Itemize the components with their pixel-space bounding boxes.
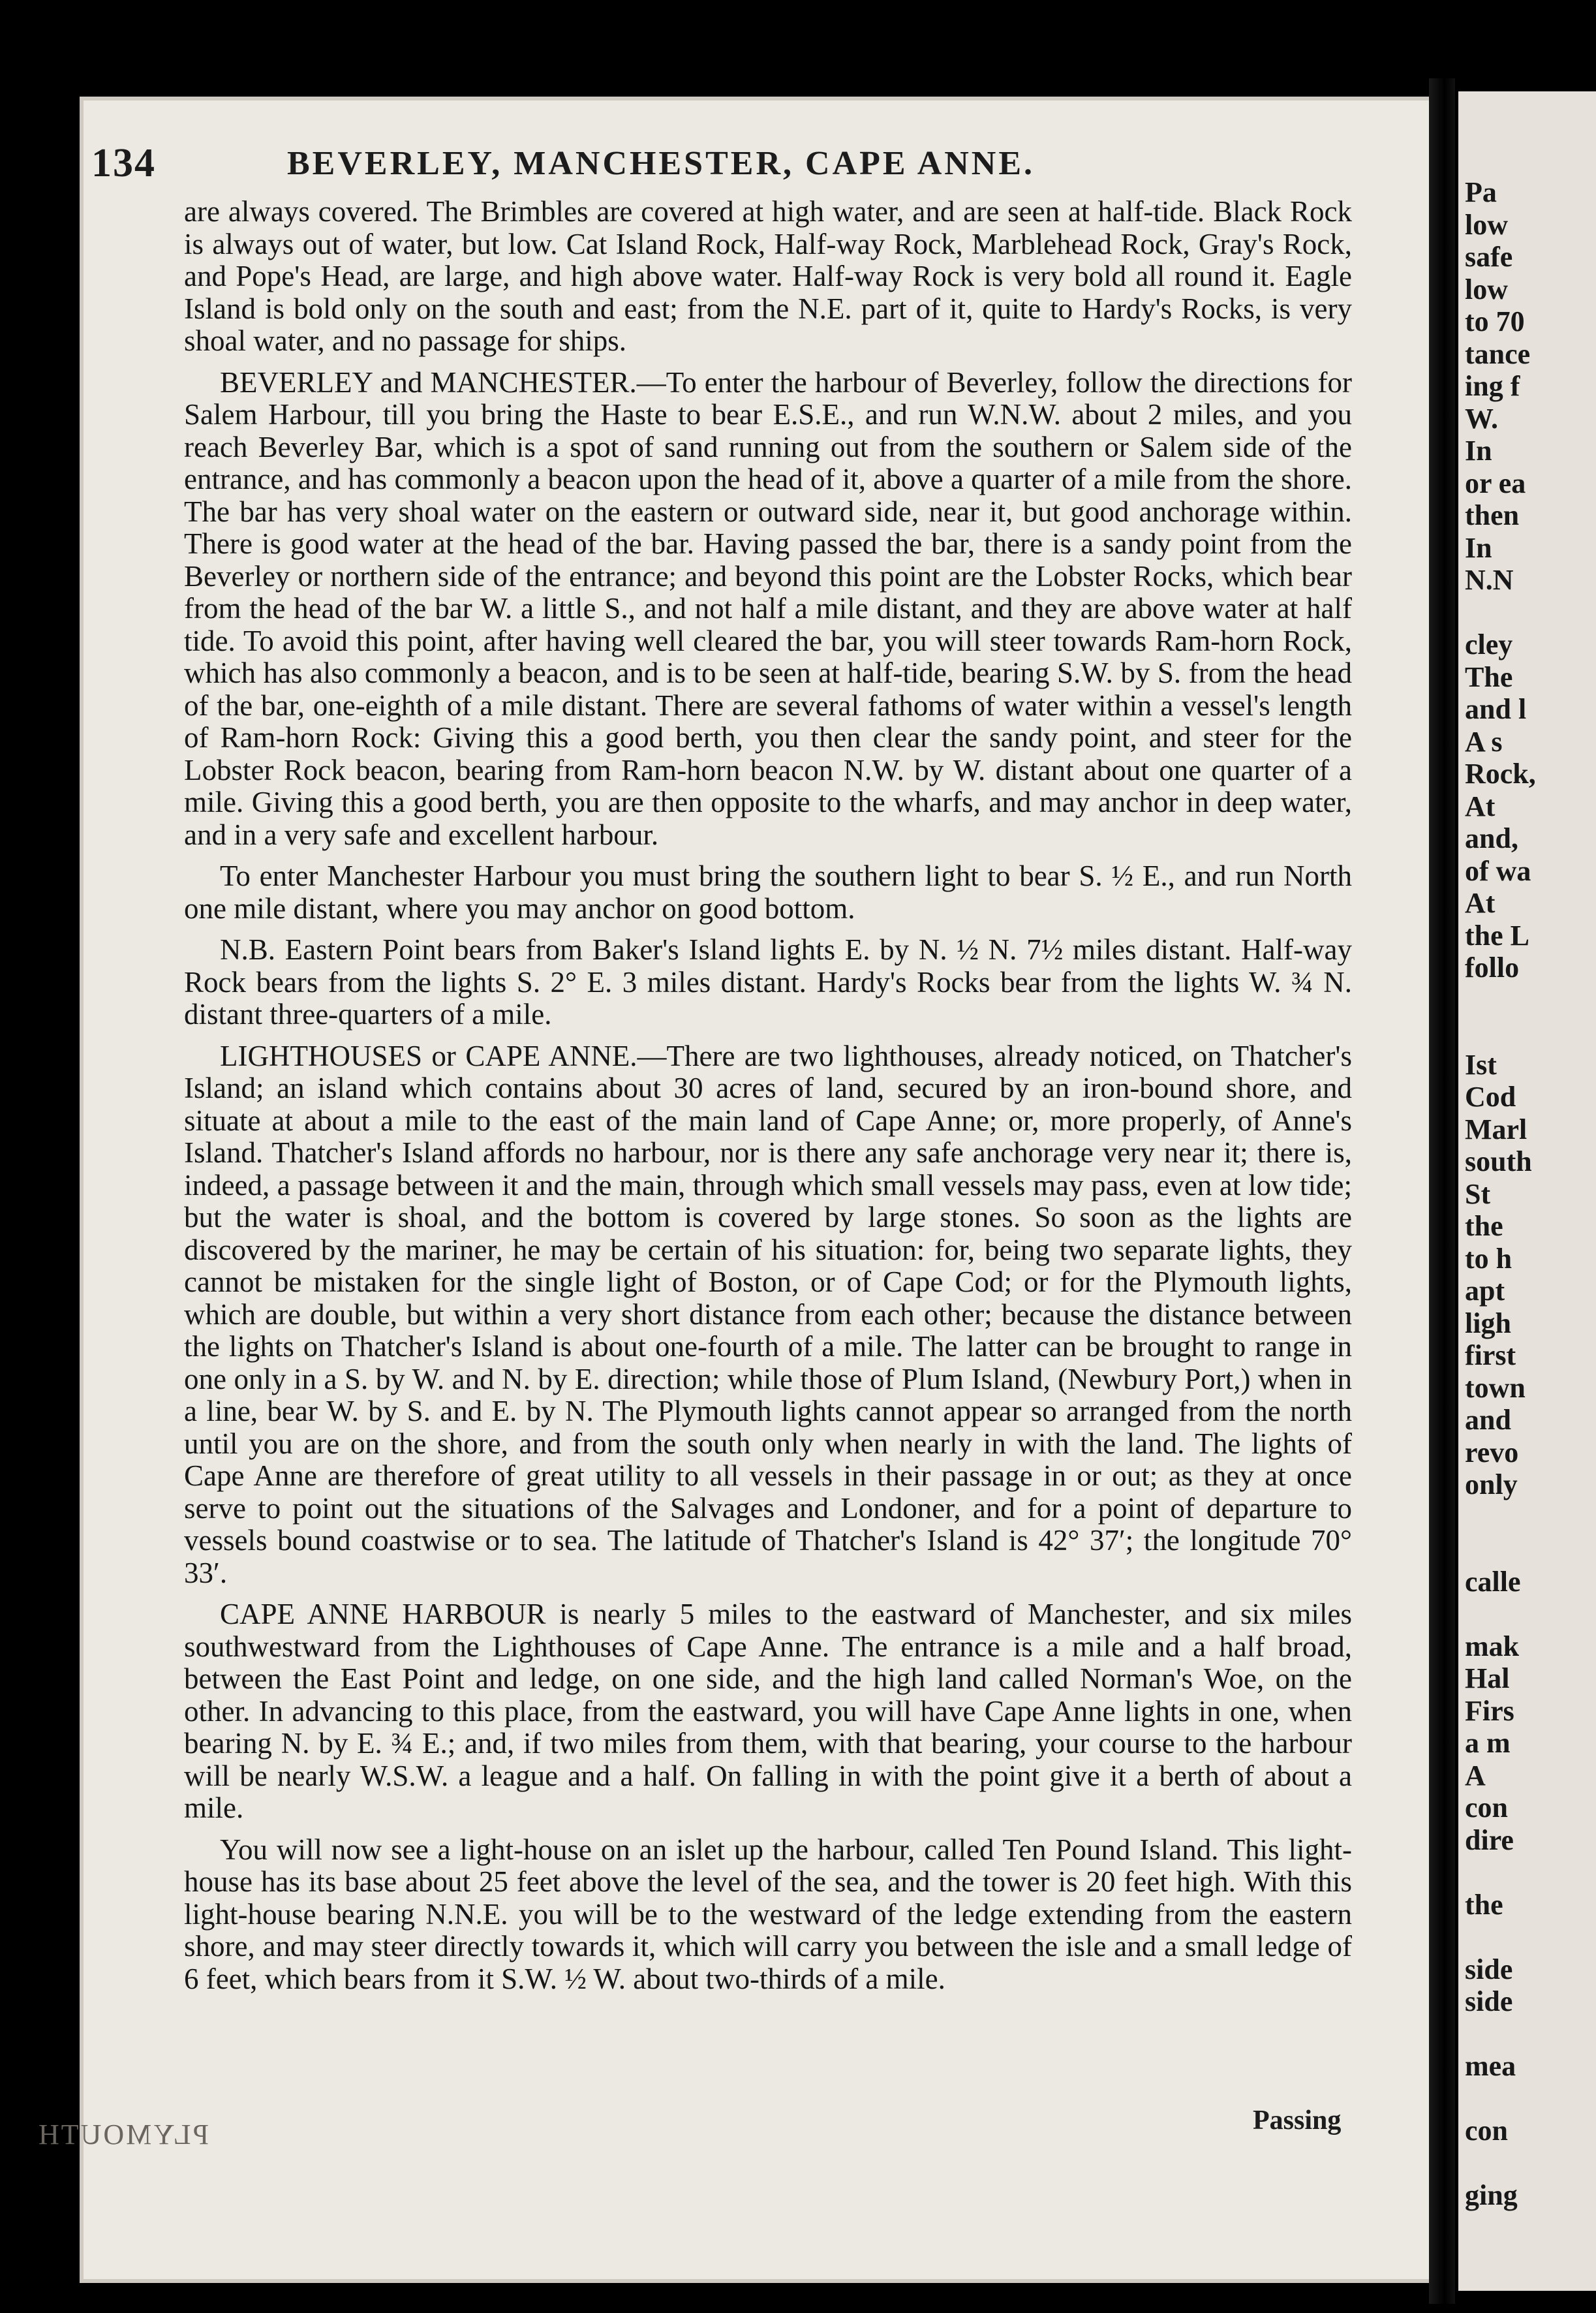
page-gutter: [1429, 78, 1455, 2304]
paragraph-rocks: are always covered. The Brimbles are covered at high water, and are seen at half-tide. Black Rock is always out of water, but low. Cat Island Rock, Half-way Rock, Marblehead Rock, Gray's Rock, and Pope's Head, are large, and high above water. Half-way Rock is very bold all round it. Eagle Island is bold only on the south and east; from the N.E. part of it, quite to Hardy's Rocks, is very shoal water, and no passage for ships.: [184, 195, 1352, 357]
paragraph-manchester-harbour: To enter Manchester Harbour you must bring the southern light to bear S. ½ E., and run North one mile distant, where you may anchor on good bottom.: [184, 860, 1352, 925]
catchword: Passing: [1253, 2105, 1342, 2135]
paragraph-lighthouses-cape-anne: LIGHTHOUSES or CAPE ANNE.—There are two lighthouses, already noticed, on Thatcher's Island; an island which contains about 30 acres of land, secured by an iron-bound shore, and situate at about a mile to the east of the main land of Cape Anne; or, more properly, of Anne's Island. Thatcher's Island affords no harbour, nor is there any safe anchorage very near it; there is, indeed, a passage between it and the main, through which small vessels may pass, even at low tide; but the water is shoal, and the bottom is covered by large stones. So soon as the lights are discovered by the mariner, he may be certain of his situation: for, being two separate lights, they cannot be mistaken for the single light of Boston, or of Cape Cod; or for the Plymouth lights, which are double, but within a very short distance from each other; because the distance between the lights on Thatcher's Island is about one-fourth of a mile. The latter can be brought to range in one only in a S. by W. and N. by E. direction; while those of Plum Island, (Newbury Port,) when in a line, bear W. by S. and E. by N. The Plymouth lights cannot appear so arranged from the north until you are on the shore, and from the south only when nearly in with the land. The lights of Cape Anne are therefore of great utility to all vessels in their passage in or out; as they at once serve to point out the situations of the Salvages and Londoner, and for a point of departure to vessels bound coastwise or to sea. The latitude of Thatcher's Island is 42° 37′; the longitude 70° 33′.: [184, 1039, 1352, 1589]
paragraph-ten-pound-island: You will now see a light-house on an islet up the harbour, called Ten Pound Island. This light-house has its base about 25 feet above the level of the sea, and the tower is 20 feet high. With this light-house bearing N.N.E. you will be to the westward of the ledge extending from the eastern shore, and may steer directly towards it, which will carry you between the isle and a small ledge of 6 feet, which bears from it S.W. ½ W. about two-thirds of a mile.: [184, 1833, 1352, 1995]
paragraph-beverley-manchester: BEVERLEY and MANCHESTER.—To enter the harbour of Beverley, follow the directions for Salem Harbour, till you bring the Haste to bear E.S.E., and run W.N.W. about 2 miles, and you reach Beverley Bar, which is a spot of sand running out from the southern or Salem side of the entrance, and has commonly a beacon upon the head of it, above a quarter of a mile from the shore. The bar has very shoal water on the eastern or outward side, near it, but good anchorage within. There is good water at the head of the bar. Having passed the bar, there is a sandy point from the Beverley or northern side of the entrance; and beyond this point are the Lobster Rocks, which bear from the head of the bar W. a little S., and not half a mile distant, and they are above water at half tide. To avoid this point, after having well cleared the bar, you will steer towards Ram-horn Rock, which has also commonly a beacon, and is to be seen at half-tide, bearing S.W. by S. from the head of the bar, one-eighth of a mile distant. There are several fathoms of water within a vessel's length of Ram-horn Rock: Giving this a good berth, you then clear the sandy point, and steer for the Lobster Rock beacon, bearing from Ram-horn beacon N.W. by W. distant about one quarter of a mile. Giving this a good berth, you are then opposite to the wharfs, and may anchor in deep water, and in a very safe and excellent harbour.: [184, 365, 1352, 851]
page-number: 134: [91, 141, 156, 185]
facing-page-fragment: [1458, 91, 1596, 2291]
running-head: BEVERLEY, MANCHESTER, CAPE ANNE.: [287, 145, 1036, 182]
paragraph-cape-anne-harbour: CAPE ANNE HARBOUR is nearly 5 miles to the eastward of Manchester, and six miles southwestward from the Lighthouses of Cape Anne. The entrance is a mile and a half broad, between the East Point and ledge, on one side, and the high land called Norman's Woe, on the other. In advancing to this place, from the eastward, you will have Cape Anne lights in one, when bearing N. by E. ¾ E.; and, if two miles from them, with that bearing, your course to the harbour will be nearly W.S.W. a league and a half. On falling in with the point give it a berth of about a mile.: [184, 1598, 1352, 1824]
page-header: [91, 140, 1351, 199]
bleed-through-text: PLYMOUTH: [36, 2119, 209, 2150]
paragraph-nb-bearings: N.B. Eastern Point bears from Baker's Island lights E. by N. ½ N. 7½ miles distant. Half-way Rock bears from the lights S. 2° E. 3 miles distant. Hardy's Rocks bear from the lights W. ¾ N. distant three-quarters of a mile.: [184, 933, 1352, 1031]
page-body: [184, 196, 1352, 2004]
facing-page-text: Pa low safe low to 70 tance ing f W. In or ea then In N.N cley The and l A s Rock, At and, of wa At the L follo Ist Cod Marl south St the to h apt ligh first town and revo only calle mak Hal Firs a m A con dire the side side mea con ging: [1465, 176, 1536, 2211]
